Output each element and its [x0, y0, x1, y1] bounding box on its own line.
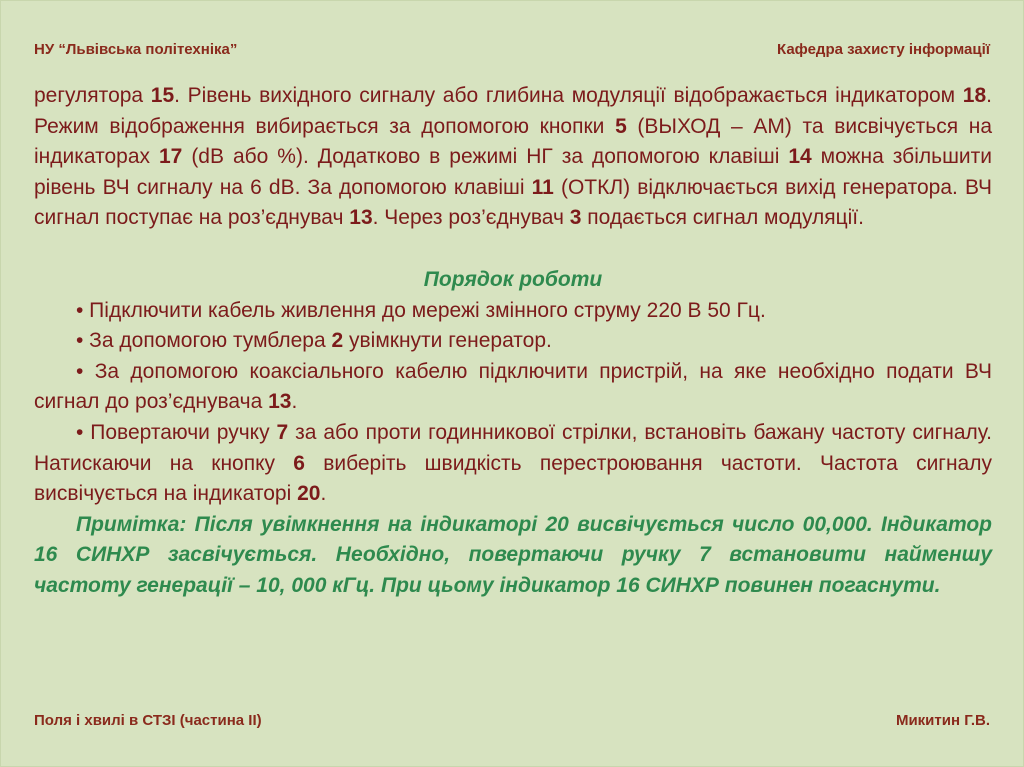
university-name: НУ “Львівська політехніка” — [34, 41, 238, 58]
reference-number: 17 — [159, 145, 183, 169]
step-item — [34, 296, 992, 327]
reference-number: 5 — [615, 114, 627, 138]
text-segment: виберіть швидкість перестроювання частоти. Частота сигналу висвічується на індикаторі — [34, 451, 992, 506]
text-segment: . Через роз’єднувач — [372, 206, 570, 230]
course-title: Поля і хвилі в СТЗІ (частина ІІ) — [34, 712, 262, 729]
text-segment: увімкнути генератор. — [343, 329, 552, 353]
step-item — [34, 326, 992, 357]
page-header — [34, 41, 990, 58]
reference-number: 15 — [150, 84, 175, 107]
text-segment: регулятора — [34, 84, 151, 107]
reference-number: 14 — [788, 145, 812, 169]
text-segment: за або проти годинникової стрілки, встановіть бажану частоту сигналу. Натискаючи на кнопку — [34, 420, 992, 475]
text-segment: . — [291, 390, 298, 414]
spacer — [34, 234, 992, 265]
text-segment: . — [320, 482, 327, 506]
text-segment: подається сигнал модуляції. — [581, 206, 864, 230]
text-segment: можна збільшити рівень ВЧ сигналу на 6 dB. За допомогою клавіші — [34, 145, 992, 199]
text-segment: • За допомогою коаксіального кабелю підключити пристрій, на яке необхідно подати ВЧ сигнал до роз’єднувача — [34, 359, 992, 414]
reference-number: 7 — [276, 420, 289, 444]
text-segment: (ОТКЛ) відключається вихід генератора. ВЧ сигнал поступає на роз’єднувач — [34, 175, 993, 230]
reference-number: 18 — [962, 84, 987, 107]
note-paragraph: Примітка: Після увімкнення на індикаторі 20 висвічується число 00,000. Індикатор 16 СИНХР засвічується. Необхідно, повертаючи ручку 7 встановити найменшу частоту генерації – 10, 000 кГц. При цьому індикатор 16 СИНХР повинен погаснути. — [34, 512, 992, 597]
reference-number: 11 — [531, 175, 554, 199]
text-segment: (dB або %). Додатково в режимі НГ за допомогою клавіші — [182, 145, 789, 169]
text-segment: • За допомогою тумблера — [76, 329, 332, 353]
step-item — [34, 418, 992, 510]
page-footer — [34, 712, 990, 729]
text-segment: • Підключити кабель живлення до мережі змінного струму 220 В 50 Гц. — [76, 298, 766, 322]
department-name: Кафедра захисту інформації — [776, 41, 990, 58]
reference-number: 20 — [297, 482, 321, 506]
reference-number: 2 — [331, 329, 344, 353]
reference-number: 13 — [268, 390, 292, 414]
text-segment: • Повертаючи ручку — [76, 420, 277, 444]
text-segment: . Рівень вихідного сигналу або глибина модуляції відображається індикатором — [174, 84, 963, 107]
page-body — [34, 81, 992, 602]
step-item — [34, 357, 992, 418]
author-name: Микитин Г.В. — [895, 712, 990, 729]
reference-number: 13 — [349, 206, 373, 230]
text-segment: (ВЫХОД – AM) та висвічується на індикаторах — [34, 114, 992, 169]
intro-paragraph — [34, 81, 992, 234]
reference-number: 3 — [569, 206, 582, 230]
text-segment: . Режим відображення вибирається за допомогою кнопки — [34, 84, 992, 138]
reference-number: 6 — [293, 451, 305, 475]
section-title: Порядок роботи — [423, 267, 603, 291]
